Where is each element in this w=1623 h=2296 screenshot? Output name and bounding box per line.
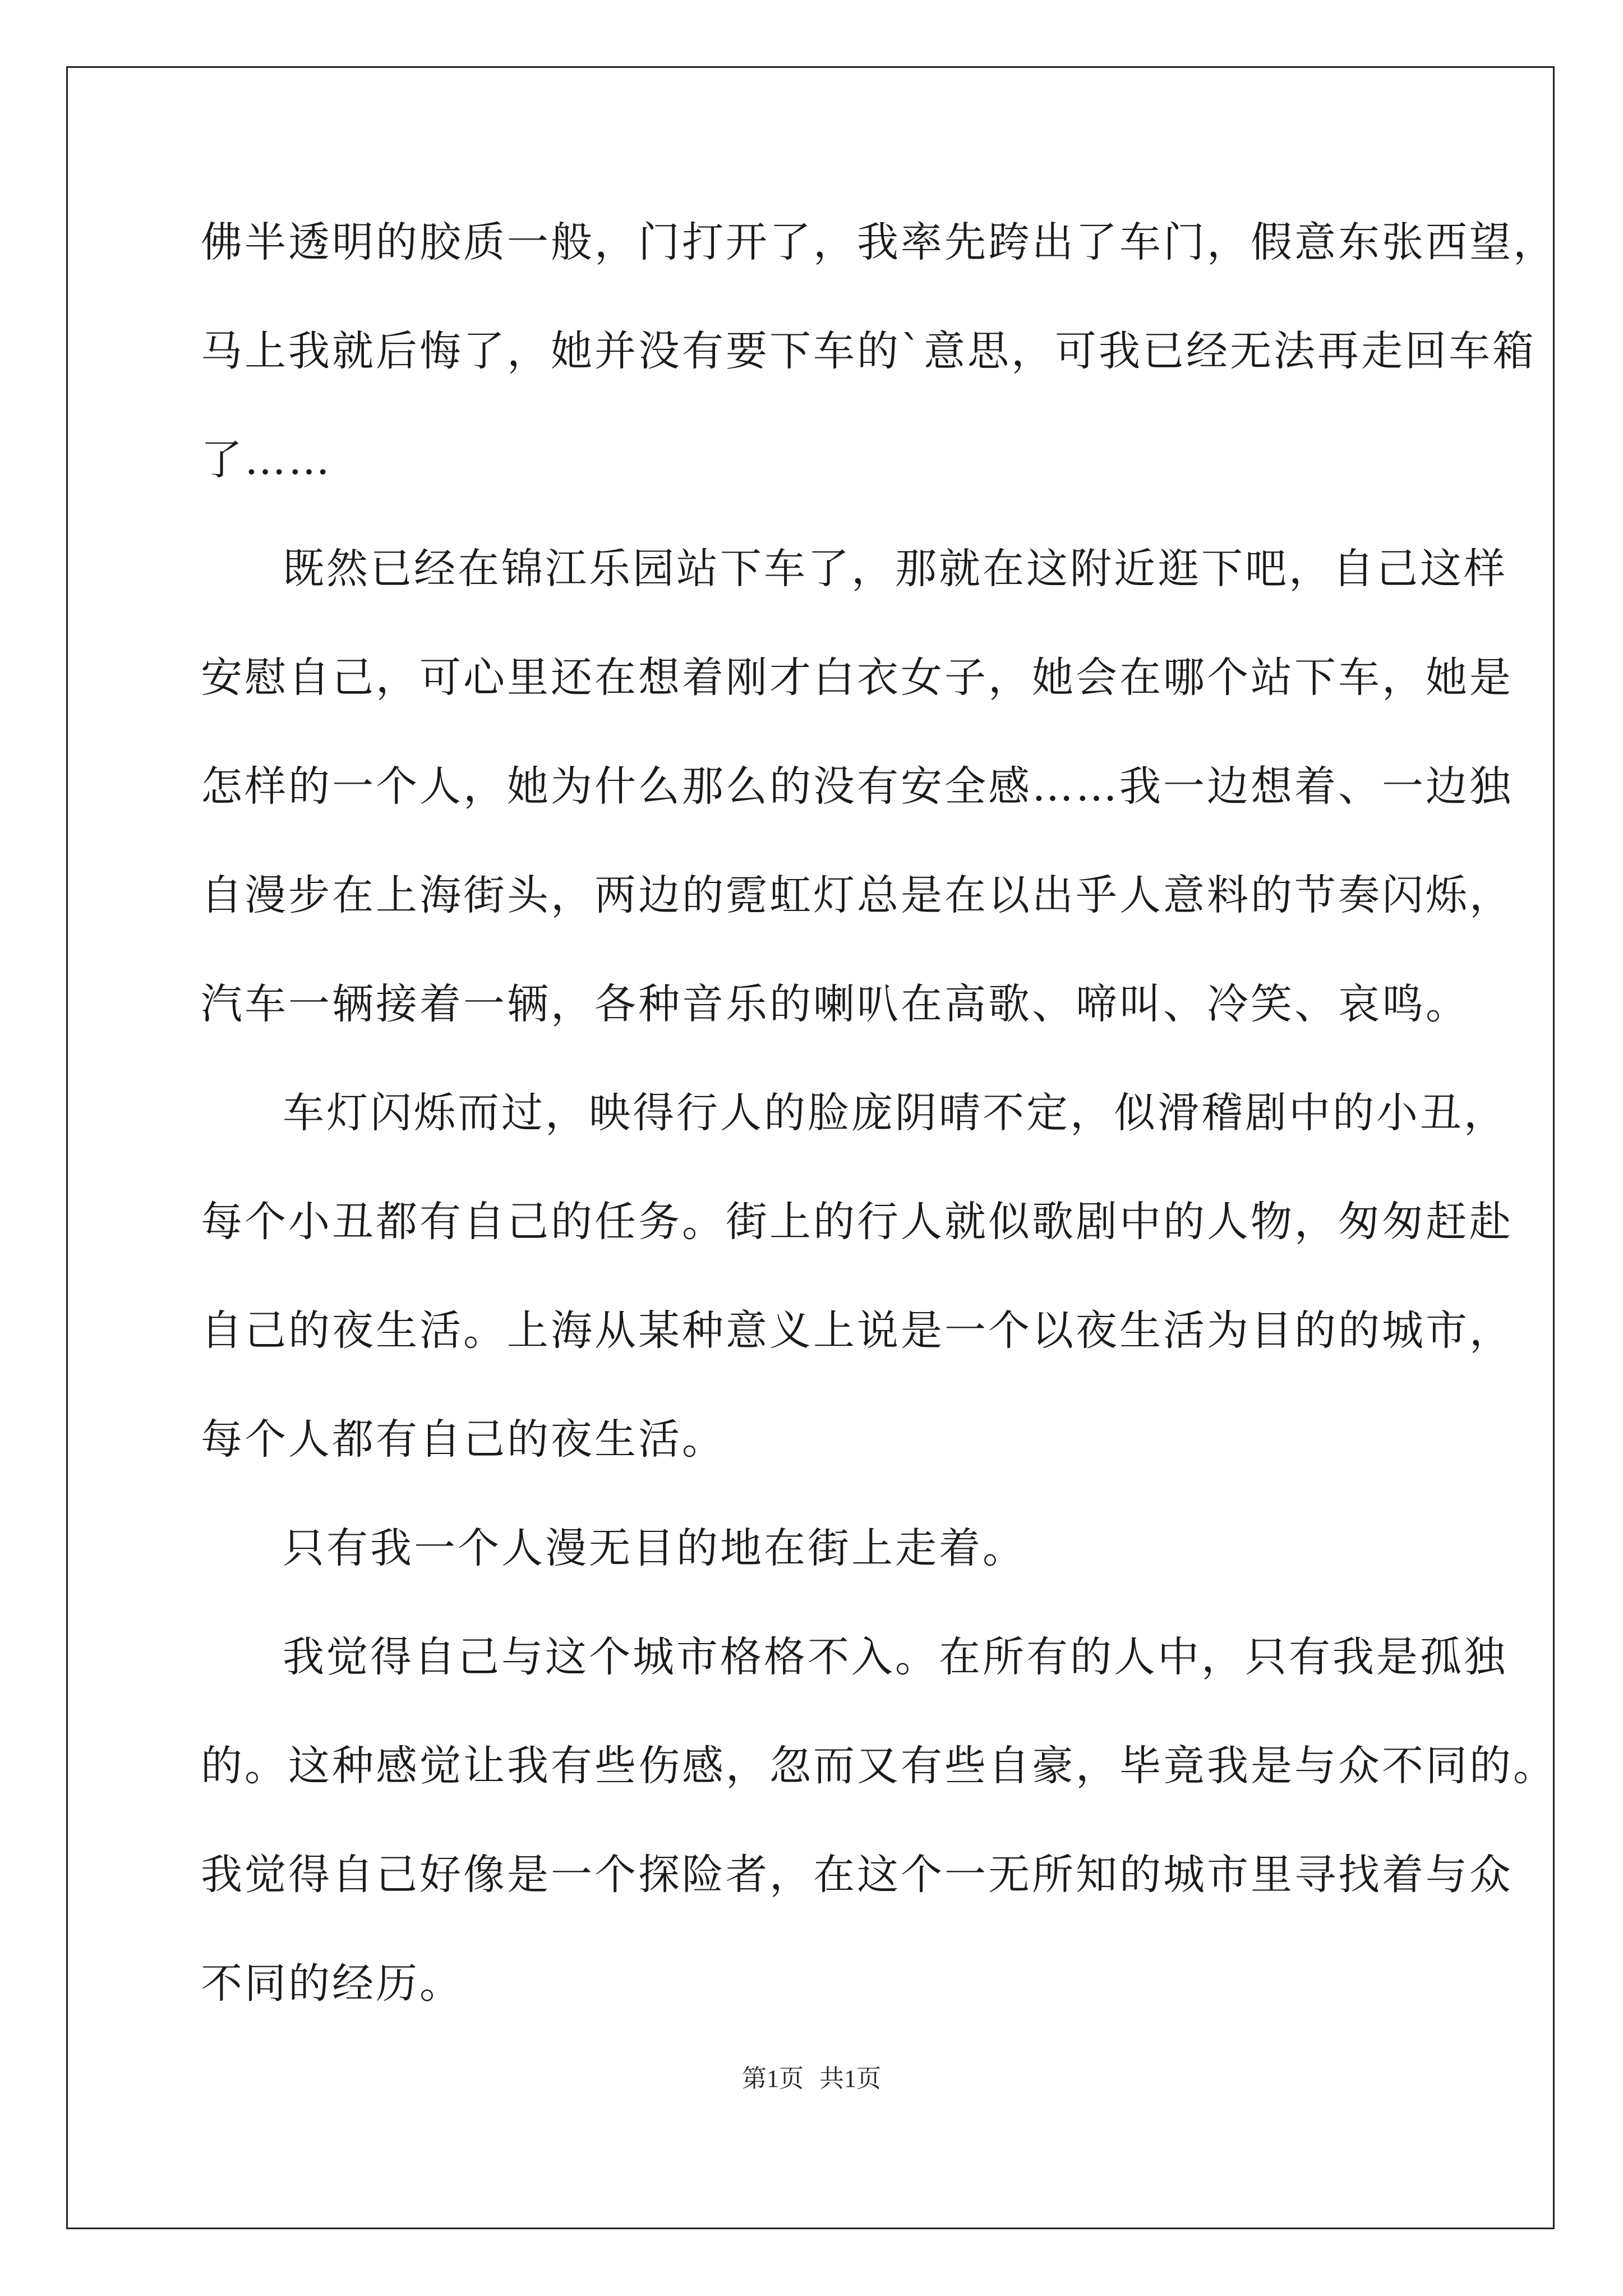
- paragraph-first-line: 只有我一个人漫无目的地在街上走着。: [283, 1524, 1026, 1572]
- text-line: 我觉得自己好像是一个探险者，在这个一无所知的城市里寻找着与众: [201, 1851, 1513, 1899]
- text-line: 自己的夜生活。上海从某种意义上说是一个以夜生活为目的的城市，: [201, 1306, 1513, 1355]
- text-line: 了……: [201, 436, 332, 484]
- text-line: 每个人都有自己的夜生活。: [201, 1415, 726, 1464]
- text-line: 自漫步在上海街头，两边的霓虹灯总是在以出乎人意料的节奏闪烁，: [201, 871, 1513, 919]
- text-line: 不同的经历。: [201, 1959, 463, 2008]
- page-total: 共1页: [819, 2065, 881, 2092]
- text-line: 安慰自己，可心里还在想着刚才白衣女子，她会在哪个站下车，她是: [201, 654, 1513, 702]
- paragraph-first-line: 我觉得自己与这个城市格格不入。在所有的人中，只有我是孤独: [283, 1633, 1507, 1681]
- text-line: 马上我就后悔了，她并没有要下车的`意思，可我已经无法再走回车箱: [201, 327, 1536, 375]
- paragraph-first-line: 车灯闪烁而过，映得行人的脸庞阴晴不定，似滑稽剧中的小丑，: [283, 1089, 1507, 1137]
- text-line: 汽车一辆接着一辆，各种音乐的喇叭在高歌、啼叫、冷笑、哀鸣。: [201, 980, 1469, 1028]
- page-footer: [0, 2062, 1623, 2096]
- paragraph-first-line: 既然已经在锦江乐园站下车了，那就在这附近逛下吧，自己这样: [283, 545, 1507, 593]
- text-line: 佛半透明的胶质一般，门打开了，我率先跨出了车门，假意东张西望，: [201, 218, 1557, 266]
- text-line: 怎样的一个人，她为什么那么的没有安全感……我一边想着、一边独: [201, 762, 1513, 811]
- page-number: 第1页: [742, 2065, 804, 2092]
- text-line: 的。这种感觉让我有些伤感，忽而又有些自豪，毕竟我是与众不同的。: [201, 1742, 1557, 1790]
- text-line: 每个小丑都有自己的任务。街上的行人就似歌剧中的人物，匆匆赶赴: [201, 1198, 1513, 1246]
